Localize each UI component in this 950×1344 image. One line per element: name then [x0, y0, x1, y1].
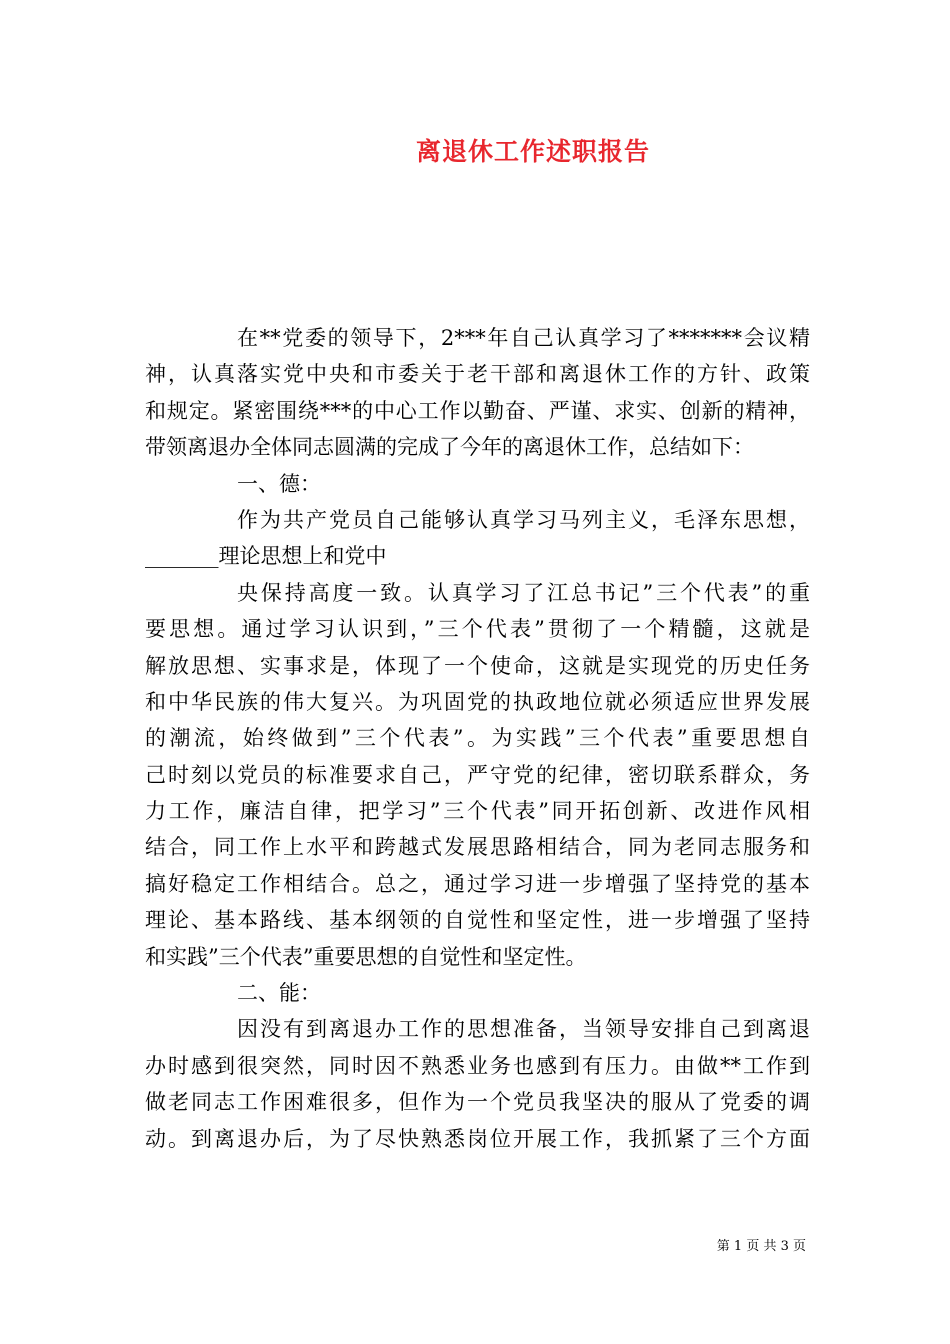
body-line: 二、能： — [237, 981, 321, 1006]
body-line: 在**党委的领导下，2***年自己认真学习了*******会议精 — [237, 326, 810, 350]
body-line: 结合，同工作上水平和跨越式发展思路相结合，同为老同志服务和 — [145, 835, 810, 860]
body-line: _______理论思想上和党中 — [145, 544, 387, 569]
body-line: 己时刻以党员的标准要求自己，严守党的纪律，密切联系群众，务 — [145, 762, 810, 787]
body-line: 作为共产党员自己能够认真学习马列主义，毛泽东思想， — [237, 507, 810, 532]
document-body — [145, 320, 810, 1157]
body-line: 办时感到很突然，同时因不熟悉业务也感到有压力。由做**工作到 — [145, 1053, 810, 1078]
body-line: 理论、基本路线、基本纲领的自觉性和坚定性，进一步增强了坚持 — [145, 908, 810, 933]
body-line: 和实践”三个代表”重要思想的自觉性和坚定性。 — [145, 944, 587, 969]
body-line: 要思想。通过学习认识到，”三个代表”贯彻了一个精髓，这就是 — [145, 617, 810, 642]
body-line: 央保持高度一致。认真学习了江总书记”三个代表”的重 — [237, 580, 810, 605]
body-line: 和中华民族的伟大复兴。为巩固党的执政地位就必须适应世界发展 — [145, 689, 810, 714]
body-line: 神，认真落实党中央和市委关于老干部和离退休工作的方针、政策 — [145, 362, 810, 387]
body-line: 因没有到离退办工作的思想准备，当领导安排自己到离退 — [237, 1017, 810, 1042]
page-title: 离退休工作述职报告 — [415, 137, 650, 166]
body-line: 力工作，廉洁自律，把学习”三个代表”同开拓创新、改进作风相 — [145, 799, 810, 824]
body-line: 搞好稳定工作相结合。总之，通过学习进一步增强了坚持党的基本 — [145, 871, 810, 896]
page-footer: 第 1 页 共 3 页 — [716, 1239, 806, 1254]
body-line: 和规定。紧密围绕***的中心工作以勤奋、严谨、求实、创新的精神， — [145, 398, 810, 423]
body-line: 的潮流，始终做到”三个代表”。为实践”三个代表”重要思想自 — [145, 726, 810, 751]
body-line: 一、德： — [237, 471, 321, 496]
body-line: 做老同志工作困难很多，但作为一个党员我坚决的服从了党委的调 — [145, 1090, 810, 1115]
body-line: 解放思想、实事求是，体现了一个使命，这就是实现党的历史任务 — [145, 653, 810, 678]
body-line: 动。到离退办后，为了尽快熟悉岗位开展工作，我抓紧了三个方面 — [145, 1126, 810, 1151]
body-line: 带领离退办全体同志圆满的完成了今年的离退休工作，总结如下： — [145, 435, 754, 460]
